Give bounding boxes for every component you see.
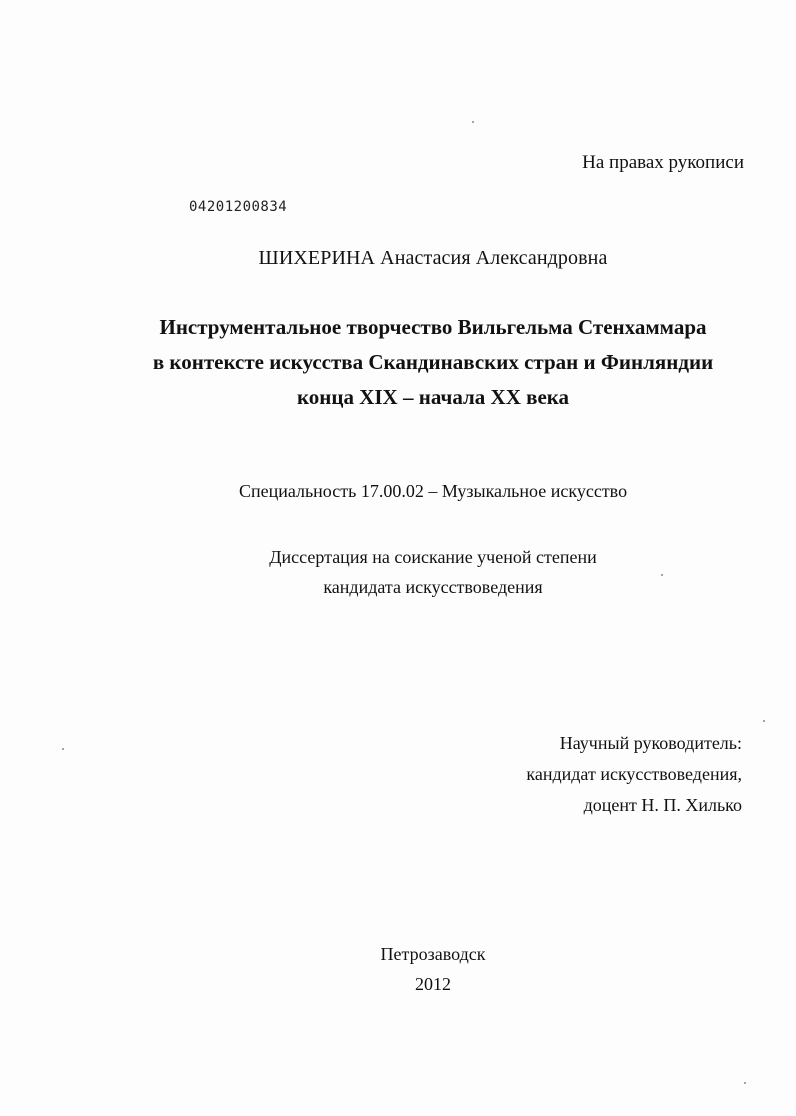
- scan-speck: [744, 1082, 746, 1084]
- author-name: ШИХЕРИНА Анастасия Александровна: [258, 247, 608, 269]
- scan-speck: [763, 720, 765, 722]
- supervisor-degree: кандидат искусствоведения,: [526, 764, 742, 784]
- title-line: конца XIX – начала XX века: [296, 385, 570, 409]
- scan-speck: [62, 748, 64, 750]
- supervisor-name: доцент Н. П. Хилько: [583, 795, 742, 815]
- degree-statement: [0, 542, 796, 602]
- degree-line: кандидата искусствоведения: [323, 577, 543, 597]
- rights-notice: На правах рукописи: [582, 152, 744, 173]
- registration-code: 04201200834: [189, 199, 288, 215]
- year: 2012: [415, 974, 451, 994]
- city: Петрозаводск: [380, 944, 486, 964]
- title-line: в контексте искусства Скандинавских стран и Финляндии: [152, 350, 714, 374]
- specialty: Специальность 17.00.02 – Музыкальное искусство: [238, 481, 628, 501]
- dissertation-title: [0, 310, 796, 415]
- supervisor-block: [526, 728, 742, 821]
- degree-line: Диссертация на соискание ученой степени: [269, 547, 597, 567]
- supervisor-heading: Научный руководитель:: [559, 733, 742, 753]
- title-line: Инструментальное творчество Вильгельма Стенхаммара: [159, 315, 707, 339]
- scan-speck: [472, 121, 474, 123]
